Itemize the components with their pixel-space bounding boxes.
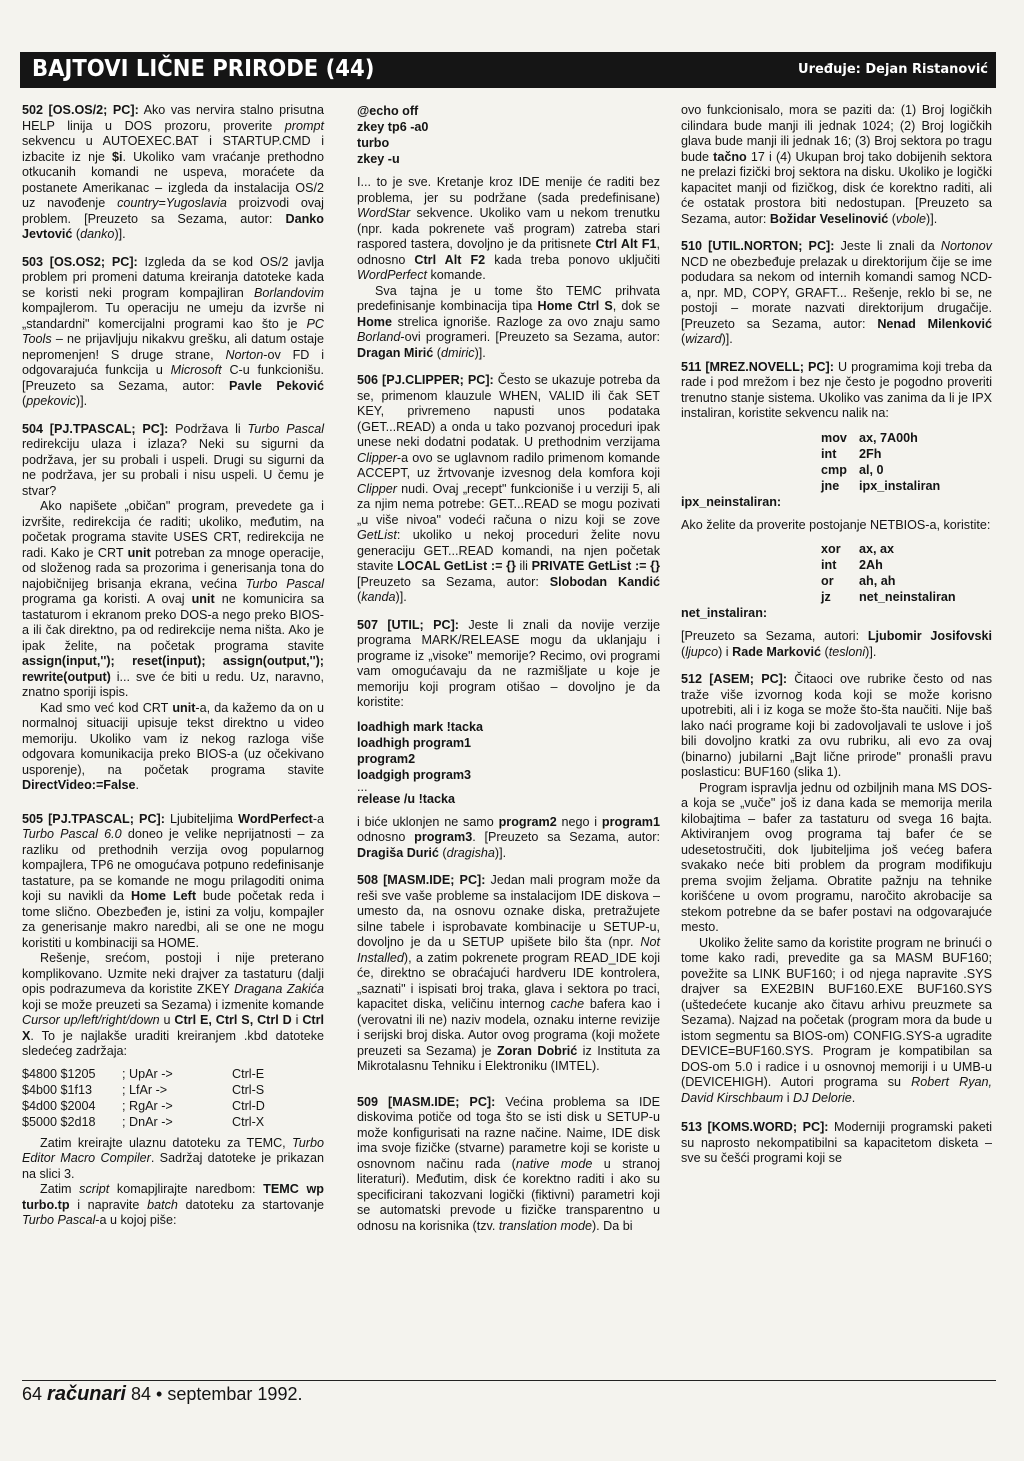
article-heading: 508 [MASM.IDE; PC]: [357,873,486,887]
article-heading: 507 [UTIL; PC]: [357,617,459,632]
page-number: 64 [22,1384,43,1404]
article-heading: 504 [PJ.TPASCAL; PC]: [22,421,169,436]
article-510: 510 [UTIL.NORTON; PC]: Jeste li znali da Nortonov NCD ne obezbeđuje prelazak u direktorijum čije se ime podudara sa nekom od internih komandi samog NCD-a, npr. MD, COPY, GRAFT... Rešenje, reklo bi se, ne postoji – morate nazvati direktorijum drugačije. [Preuzeto sa Sezama, autor: Nenad Milenković (wizard)]. [681,239,992,346]
page-header [20,52,996,88]
author-nick: danko [80,227,115,241]
author-nick: kanda [361,590,396,604]
article-509-continued: ovo funkcionisalo, mora se paziti da: (1) Broj logičkih cilindara bude manji ili jednak 1024; (2) Broj logičkih glava bude manji ili jednak 16; (3) Broj sektora po tragu bude tačno 17 i (4) Ukupan broj tako dobijenih sektora ne prelazi fizički broj sektora na disku. Ukoliko je logički kapacitet manji od fizičkog, disk će korektno raditi, ali će ostatak prostora biti nedostupan. [Preuzeto sa Sezama, autor: Božidar Veselinović (vbole)]. [681,103,992,226]
article-505: 505 [PJ.TPASCAL; PC]: Ljubiteljima WordPerfect-a Turbo Pascal 6.0 doneo je velike neprijatnosti – za razliku od prethodnih verzija ovog popularnog kompajlera, TP6 ne omogućava potpuno redefinisanje tastature, pa se komande ne mogu prilagoditi onima koji su navikli da Home Left bude početak reda i tome slično. Obezbeđen je, istini za volju, kompajler za generisanje makro naredbi, ali se one ne mogu koristiti u kombinaciji sa HOME. Rešenje, srećom, postoji i nije preterano komplikovano. Uzmite neki drajver za tastaturu (dalji opis podrazumeva da koristite ZKEY Dragana Zakića koji se može preuzeti sa Sezama) i izmenite komande Cursor up/left/right/down u Ctrl E, Ctrl S, Ctrl D i Ctrl X. To je najlakše uraditi kreiranjem .kbd datoteke sledećeg zadržaja: $4800 $1205 ; UpAr -> Ctrl-E $4b00 $1f13 ; LfAr -> Ctrl-S $4d00 $2004 ; RgAr -> Ctrl-D $5000 $2d18 ; DnAr -> Ctrl-X Zatim kreirajte ulaznu datoteku za TEMC, Turbo Editor Macro Compiler. Sadržaj datoteke je prikazan na slici 3. Zatim script komapjlirajte naredbom: TEMC wp turbo.tp i napravite batch datoteku za startovanje Turbo Pascal-a u kojoj piše: [22,811,325,1227]
magazine-logo: računari [47,1383,126,1405]
article-heading: 506 [PJ.CLIPPER; PC]: [357,373,494,387]
article-513: 513 [KOMS.WORD; PC]: Moderniji programski paketi su naprosto nekompatibilni sa kapacitetom disketa – sve su češći programi koji se [681,1120,992,1165]
issue-date: septembar 1992. [167,1384,303,1404]
author-name: Dragiša Durić [357,845,439,860]
author-name: Dragan Mirić [357,345,434,360]
author-name: Danko Jevtović [22,211,324,241]
article-507: 507 [UTIL; PC]: Jeste li znali da novije verzije programa MARK/RELEASE mogu da uklanjaju i programe iz „visoke" memorije? Recimo, ovi programi vam omogućavaju da ne razmišljate u koje je memoriju koji program otišao – dovoljno je da koristite: loadhigh mark !tacka loadhigh program1 program2 loadgigh program3 ... release /u !tacka i biće uklonjen ne samo program2 nego i program1 odnosno program3. [Preuzeto sa Sezama, autor: Dragiša Durić (dragisha)]. [357,617,660,860]
article-503: 503 [OS.OS2; PC]: Izgleda da se kod OS/2 javlja problem pri promeni datuma kreiranja datoteke kada se koristi neki program kompajliran Borlandovim kompajlerom. Tu operaciju ne umeju da izvrše ni „standardni" komercijalni programi kao što je PC Tools – ne prijavljuju nikakvu grešku, ali datum ostaje nepromenjen! S druge strane, Norton-ov FD i odgovarajuća funkcija u Microsoft C-u funkcionišu. [Preuzeto sa Sezama, autor: Pavle Peković (ppekovic)]. [22,254,325,408]
key-mapping-table [22,1066,324,1130]
author-nick: dmiric [441,345,475,360]
asm-code-netbios: xor ax, ax int 2Ah or ah, ah jz net_neinstaliran net_instaliran: [681,542,956,620]
column-1 [22,103,324,1241]
article-heading: 512 [ASEM; PC]: [681,672,788,686]
author-name: Rade Marković [732,644,822,659]
author-name: Slobodan Kandić [549,574,660,589]
author-nick: wizard [685,332,722,346]
article-504: 504 [PJ.TPASCAL; PC]: Podržava li Turbo Pascal redirekciju ulaza i izlaza? Neki su sigurni da podržava, jer su probali i uspeli. Drugi su sigurni da ne podržava, jer su probali i nisu uspeli. U čemu je stvar? Ako napišete „običan" program, prevedete ga i izvršite, redirekcija će raditi; ukoliko, međutim, na početak programa stavite USES CRT, redirekcija ne radi. Kako je CRT unit potreban za mnoge operacije, od složenog rada sa prozorima i generisanja tona do najobičnijeg brisanja ekrana, većina Turbo Pascal programa ga koristi. A ovaj unit ne komunicira sa tastaturom i ekranom preko DOS-a nego preko BIOS-a ili čak direktno, pa od redirekcije nema ništa. Ako je ipak želite, na početak programa stavite assign(input,''); reset(input); assign(output,''); rewrite(output) i... sve će biti u redu. Uz, naravno, znatno sporiji ispis. Kad smo već kod CRT unit-a, da kažemo da on u normalnoj situaciji upisuje tekst direktno u video memoriju. Ukoliko vam iz nekog razloga više odgovara komunikacija preko BIOS-a (uz očekivano usporenje), na početak programa stavite DirectVideo:=False. [22,421,325,792]
article-heading: 503 [OS.OS2; PC]: [22,254,138,269]
article-509: 509 [MASM.IDE; PC]: Većina problema sa IDE diskovima potiče od toga što se isti disk u SETUP-u može konfigurisati na razne načine. Naime, IDE disk ima svoje fizičke (stvarne) parametre koji se koriste u osnovnom načinu rada (native mode u stranoj literaturi). Međutim, disk će korektno raditi i ako su specificirani takozvani logički (fiktivni) parametri koji se automatski prevode u fizičke transparentno u odnosu na korisnika (tzv. translation mode). Da bi [357,1094,660,1233]
article-heading: 513 [KOMS.WORD; PC]: [681,1120,829,1134]
article-heading: 510 [UTIL.NORTON; PC]: [681,239,835,253]
author-nick: tesloni [828,644,866,659]
column-title: BAJTOVI LIČNE PRIRODE (44) [32,56,375,82]
bullet: • [156,1384,163,1404]
author-name: Božidar Veselinović [769,211,889,226]
author-nick: ljupco [685,644,719,659]
author-name: Ljubomir Josifovski [867,629,993,643]
asm-code-ipx: mov ax, 7A00h int 2Fh cmp al, 0 jne ipx_instaliran ipx_neinstaliran: [681,430,941,509]
column-editor: Uređuje: Dejan Ristanović [798,62,988,77]
article-506: 506 [PJ.CLIPPER; PC]: Često se ukazuje potreba da se, primenom klauzule WHEN, VALID ili čak SET KEY, privremeno napusti unos podataka (GET...READ) a onda u tako pozvanoj proceduri ipak unese neki dodatni podatak. U prethodnim verzijama Clipper-a ovo se uglavnom radilo primenom komande ACCEPT, uz žrtvovanje izvesnog dela komfora koji Clipper nudi. Ovaj „recept" funkcioniše i u verziji 5, ali za njim nema potrebe: GET...READ se mogu pozivati „u više nivoa" vodeći računa o nizu koji se zove GetList: ukoliko u nekoj proceduri želite novu generaciju GET...READ komandi, na njen početak stavite LOCAL GetList := {} ili PRIVATE GetList := {} [Preuzeto sa Sezama, autor: Slobodan Kandić (kanda)]. [357,373,661,604]
article-heading: 509 [MASM.IDE; PC]: [357,1094,496,1109]
column-3 [681,103,992,1179]
article-512: 512 [ASEM; PC]: Čitaoci ove rubrike često od nas traže više izvornog koda koji se može korisno upotrebiti, ali i iz koga se može što-šta naučiti. Nije baš lako naći programe koji bi zadovoljavali te uslove i još bili dovoljno kratki za ovu rubriku, ali evo za ovaj (binarno) jubilarni „Bajt lične prirode" pronašli pravu poslasticu: BUF160 (slika 1). Program ispravlja jednu od ozbiljnih mana MS DOS-a koja se „vuče" još iz dana kada se memorija merila kilobajtima – bafer za tastaturu od svega 16 bajta. Aktiviranjem ovog programa taj bafer će se udesetostručiti, dok ljubiteljima još većeg bafera svakako neće biti problem da program modifikuju prema svojim željama. Obratite pažnju na tehnike korišćene u ovom programu, naročito akrobacije sa stekom potrebne da se bafer postavi na odgovarajuće mesto. Ukoliko želite samo da koristite program ne brinući o tome kako radi, prevedite ga sa MASM BUF160; povežite sa LINK BUF160; i od njega napravite .SYS drajver sa EXE2BIN BUF160.EXE BUF160.SYS (uštedećete kucanje ako čitavu arhivu preuzmete sa Sezama). Najzad na početak (program mora da bude u istom segmentu sa BIOS-om) CONFIG.SYS-a ugradite DEVICE=BUF160.SYS. Program je kompatibilan sa DOS-om 5.0 i radice i u osnovnoj memoriji i u UMB-u (DEVICEHIGH). Autori programa su Robert Ryan, David Kirschbaum i DJ Delorie. [681,672,992,1105]
article-511: 511 [MREZ.NOVELL; PC]: U programima koji treba da rade i pod mrežom i bez nje često je pogodno proveriti trenutno stanje sistema. Ukoliko vas zanima da li je IPX instaliran, koristite sekvencu nalik na: mov ax, 7A00h int 2Fh cmp al, 0 jne ipx_instaliran ipx_neinstaliran: Ako želite da proverite postojanje NETBIOS-a, koristite: xor ax, ax int 2Ah or ah, ah jz net_neinstaliran net_instaliran: [Preuzeto sa Sezama, autori: Ljubomir Josifovski (ljupco) i Rade Marković (tesloni)]. [681,359,993,659]
key-row: $4b00 $1f13 ; LfAr -> Ctrl-S [22,1082,265,1097]
article-heading: 505 [PJ.TPASCAL; PC]: [22,811,165,826]
author-name: Pavle Peković [229,378,324,393]
article-508: 508 [MASM.IDE; PC]: Jedan mali program može da reši sve vaše probleme sa instalacijom IDE diskova – umesto da, na osnovu oznake diska, pretražujete silne tabele i isprobavate kombinacije u SETUP-u, dovoljno je da u SETUP upišete bilo šta (npr. Not Installed), a zatim pokrenete program READ_IDE koji će, direktno se obraćajući hardveru IDE kontrolera, „saznati" i ispisati broj traka, glava i sektora po traci, kapacitet diska, veličinu internog cache bafera kao i (verovatni ili ne) naziv modela, oznaku interne revizije i serijski broj diska. Autor ovog programa (koji možete preuzeti sa Sezama) je Zoran Dobrić iz Instituta za Mikrotalasnu Tehniku i Elektroniku (IMTEL). [357,873,661,1073]
page-footer [22,1380,996,1405]
key-row: $5000 $2d18 ; DnAr -> Ctrl-X [22,1114,265,1129]
code-block-loadhigh: loadhigh mark !tacka loadhigh program1 program2 loadgigh program3 ... release /u !tacka [357,719,483,806]
author-nick: ppekovic [26,394,76,408]
author-nick: dragisha [446,845,495,860]
author-nick: vbole [895,211,927,226]
article-505-continued: I... to je sve. Kretanje kroz IDE menije će raditi bez problema, jer su podržane (sada predefinisane) WordStar sekvence. Ukoliko vam u nekom trenutku (npr. kada pokrenete vaš program) zatreba stari raspored tastera, dovoljno je da pritisnete Ctrl Alt F1, odnosno Ctrl Alt F2 kada treba ponovo uključiti WordPerfect komande. Sva tajna je u tome što TEMC prihvata predefinisanje kombinacija tipa Home Ctrl S, dok se Home strelica ignoriše. Razloge za ovo znaju samo Borland-ovi programeri. [Preuzeto sa Sezama, autor: Dragan Mirić (dmiric)]. [357,175,661,360]
article-502: 502 [OS.OS/2; PC]: Ako vas nervira stalno prisutna HELP linija u DOS prozoru, proverite prompt sekvencu u AUTOEXEC.BAT i STARTUP.CMD i izbacite iz nje $i. Ukoliko vam vraćanje prethodno otkucanih komandi ne uspeva, moraćete da postanete Amerikanac – izgleda da instalacija OS/2 uz navođenje country=Yugoslavia proizvodi ovaj problem. [Preuzeto sa Sezama, autor: Danko Jevtović (danko)]. [22,103,324,241]
column-2 [357,103,660,1246]
article-heading: 502 [OS.OS/2; PC]: [22,103,139,117]
author-name: Nenad Milenković [877,316,992,331]
key-row: $4d00 $2004 ; RgAr -> Ctrl-D [22,1098,265,1113]
article-heading: 511 [MREZ.NOVELL; PC]: [681,359,834,374]
author-name: Zoran Dobrić [496,1043,578,1058]
code-block-batch: @echo off zkey tp6 -a0 turbo zkey -u [357,104,429,166]
issue-number: 84 [131,1384,152,1404]
key-row: $4800 $1205 ; UpAr -> Ctrl-E [22,1066,265,1081]
